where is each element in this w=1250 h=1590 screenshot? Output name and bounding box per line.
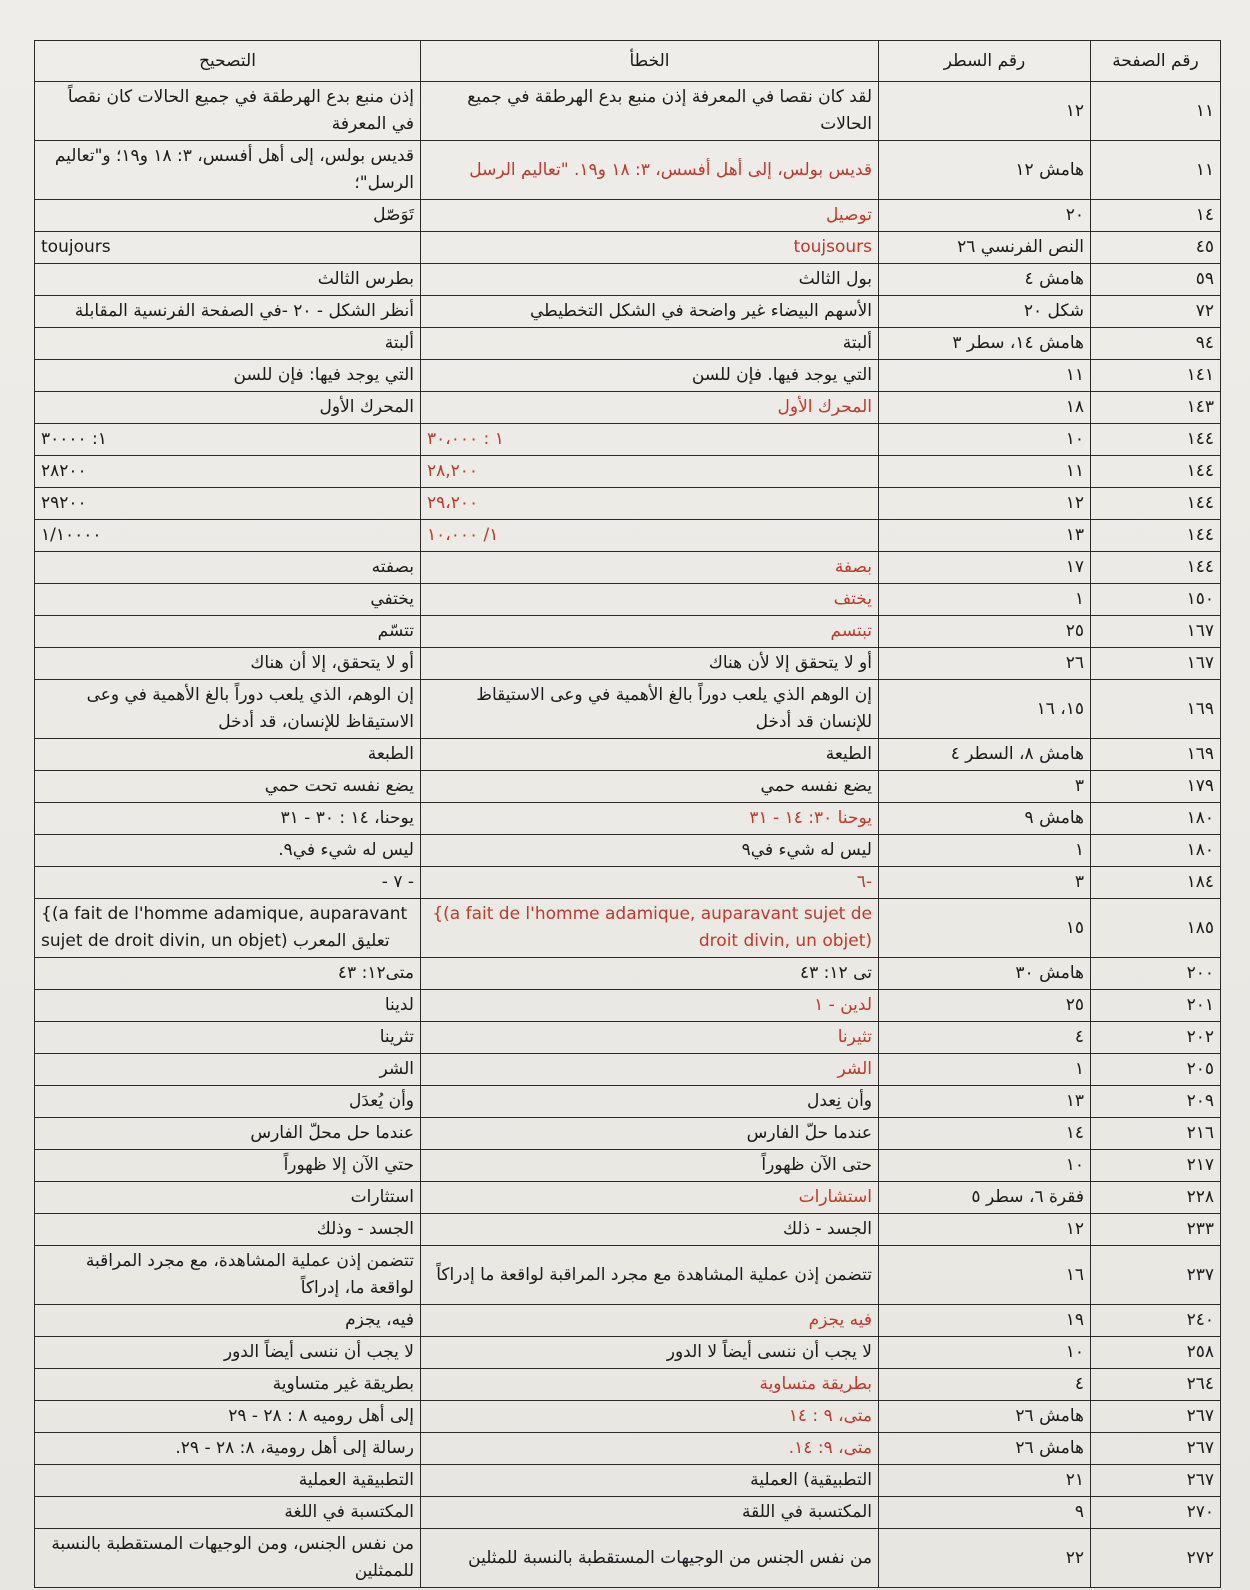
error-cell: المحرك الأول <box>421 392 879 424</box>
line-number-cell: ١١ <box>879 456 1091 488</box>
table-row <box>35 1369 1221 1401</box>
correction-cell: ١/١٠٠٠٠ <box>35 520 421 552</box>
line-number-cell: النص الفرنسي ٢٦ <box>879 232 1091 264</box>
correction-cell: تتسّم <box>35 616 421 648</box>
table-row <box>35 1433 1221 1465</box>
table-row <box>35 232 1221 264</box>
error-cell: حتى الآن ظهوراً <box>421 1150 879 1182</box>
correction-cell: لدينا <box>35 990 421 1022</box>
error-cell: ألبتة <box>421 328 879 360</box>
table-row <box>35 867 1221 899</box>
page-number-cell: ٢٧٢ <box>1091 1529 1221 1588</box>
error-cell: تى ١٢: ٤٣ <box>421 958 879 990</box>
header-correction: التصحيح <box>35 41 421 82</box>
page-number-cell: ٢٦٤ <box>1091 1369 1221 1401</box>
table-row <box>35 1214 1221 1246</box>
table-row <box>35 1182 1221 1214</box>
correction-cell: تتضمن إذن عملية المشاهدة، مع مجرد المراقبة لواقعة ما، إدراكاً <box>35 1246 421 1305</box>
error-cell: بطريقة متساوية <box>421 1369 879 1401</box>
page-number-cell: ٢٦٧ <box>1091 1401 1221 1433</box>
page-number-cell: ٢٥٨ <box>1091 1337 1221 1369</box>
table-row <box>35 835 1221 867</box>
page-number-cell: ٥٩ <box>1091 264 1221 296</box>
page-number-cell: ١٨٤ <box>1091 867 1221 899</box>
correction-cell: من نفس الجنس، ومن الوجيهات المستقطبة بالنسبة للممثلين <box>35 1529 421 1588</box>
line-number-cell: ١٠ <box>879 1150 1091 1182</box>
page-number-cell: ٢٠١ <box>1091 990 1221 1022</box>
correction-cell: الجسد - وذلك <box>35 1214 421 1246</box>
line-number-cell: ١٤ <box>879 1118 1091 1150</box>
line-number-cell: ٢٢ <box>879 1529 1091 1588</box>
line-number-cell: هامش ٨، السطر ٤ <box>879 739 1091 771</box>
line-number-cell: هامش ٣٠ <box>879 958 1091 990</box>
table-row <box>35 1246 1221 1305</box>
line-number-cell: ٩ <box>879 1497 1091 1529</box>
error-cell: التي يوجد فيها. فإن للسن <box>421 360 879 392</box>
table-row <box>35 739 1221 771</box>
correction-cell: ٢٨٢٠٠ <box>35 456 421 488</box>
page-number-cell: ١٨٠ <box>1091 835 1221 867</box>
correction-cell: يختفي <box>35 584 421 616</box>
correction-cell: قديس بولس، إلى أهل أفسس، ٣: ١٨ و١٩؛ و"تعاليم الرسل"؛ <box>35 141 421 200</box>
correction-cell: التطبيقية العملية <box>35 1465 421 1497</box>
error-cell: لدين - ١ <box>421 990 879 1022</box>
line-number-cell: هامش ١٢ <box>879 141 1091 200</box>
table-row <box>35 552 1221 584</box>
error-cell: لقد كان نقصا في المعرفة إذن منبع بدع الهرطقة في جميع الحالات <box>421 82 879 141</box>
table-row <box>35 520 1221 552</box>
table-row <box>35 1118 1221 1150</box>
correction-cell: toujours <box>35 232 421 264</box>
table-row <box>35 803 1221 835</box>
page-number-cell: ١٤٤ <box>1091 520 1221 552</box>
line-number-cell: هامش ٢٦ <box>879 1401 1091 1433</box>
page-number-cell: ٢٠٠ <box>1091 958 1221 990</box>
line-number-cell: هامش ٢٦ <box>879 1433 1091 1465</box>
table-row <box>35 1054 1221 1086</box>
page-number-cell: ١١ <box>1091 141 1221 200</box>
page-number-cell: ٢١٧ <box>1091 1150 1221 1182</box>
page-number-cell: ١٤٤ <box>1091 456 1221 488</box>
error-cell: ٢٩،٢٠٠ <box>421 488 879 520</box>
error-cell: يضع نفسه حمي <box>421 771 879 803</box>
line-number-cell: ١٢ <box>879 488 1091 520</box>
table-row <box>35 1465 1221 1497</box>
correction-cell: {(a fait de l'homme adamique, auparavant sujet de droit divin, un objet) تعليق المعرب <box>35 899 421 958</box>
line-number-cell: ١ <box>879 584 1091 616</box>
line-number-cell: ٢٠ <box>879 200 1091 232</box>
correction-cell: بصفته <box>35 552 421 584</box>
table-row <box>35 200 1221 232</box>
page-number-cell: ٢١٦ <box>1091 1118 1221 1150</box>
correction-cell: الطبعة <box>35 739 421 771</box>
line-number-cell: ٢٥ <box>879 616 1091 648</box>
correction-cell: عندما حل محلّ الفارس <box>35 1118 421 1150</box>
error-cell: الأسهم البيضاء غير واضحة في الشكل التخطيطي <box>421 296 879 328</box>
correction-cell: وأن يُعدَل <box>35 1086 421 1118</box>
correction-cell: يوحنا، ١٤ : ٣٠ - ٣١ <box>35 803 421 835</box>
table-row <box>35 1497 1221 1529</box>
error-cell: لا يجب أن ننسى أيضاً لا الدور <box>421 1337 879 1369</box>
line-number-cell: ٢١ <box>879 1465 1091 1497</box>
page-number-cell: ١٤٤ <box>1091 424 1221 456</box>
table-row <box>35 1086 1221 1118</box>
header-page-number: رقم الصفحة <box>1091 41 1221 82</box>
line-number-cell: ٢٦ <box>879 648 1091 680</box>
correction-cell: بطرس الثالث <box>35 264 421 296</box>
correction-cell: المحرك الأول <box>35 392 421 424</box>
page-number-cell: ١١ <box>1091 82 1221 141</box>
table-row <box>35 488 1221 520</box>
page-number-cell: ٢٦٧ <box>1091 1433 1221 1465</box>
page-number-cell: ٢٦٧ <box>1091 1465 1221 1497</box>
error-cell: يوحنا ٣٠: ١٤ - ٣١ <box>421 803 879 835</box>
errata-table <box>34 40 1221 1588</box>
line-number-cell: ١٨ <box>879 392 1091 424</box>
error-cell: ٢٨,٢٠٠ <box>421 456 879 488</box>
page-number-cell: ٢٣٧ <box>1091 1246 1221 1305</box>
line-number-cell: ١٥، ١٦ <box>879 680 1091 739</box>
page-number-cell: ١٦٩ <box>1091 680 1221 739</box>
line-number-cell: ١٩ <box>879 1305 1091 1337</box>
page-number-cell: ١٦٧ <box>1091 648 1221 680</box>
line-number-cell: شكل ٢٠ <box>879 296 1091 328</box>
table-row <box>35 1529 1221 1588</box>
page-number-cell: ١٨٠ <box>1091 803 1221 835</box>
page-number-cell: ١٤١ <box>1091 360 1221 392</box>
correction-cell: استثارات <box>35 1182 421 1214</box>
correction-cell: التي يوجد فيها: فإن للسن <box>35 360 421 392</box>
line-number-cell: هامش ٩ <box>879 803 1091 835</box>
table-row <box>35 1022 1221 1054</box>
table-row <box>35 1401 1221 1433</box>
line-number-cell: ١٦ <box>879 1246 1091 1305</box>
error-cell: تبتسم <box>421 616 879 648</box>
page-number-cell: ٩٤ <box>1091 328 1221 360</box>
line-number-cell: ١١ <box>879 360 1091 392</box>
table-row <box>35 584 1221 616</box>
page-number-cell: ٢٠٩ <box>1091 1086 1221 1118</box>
line-number-cell: ١٥ <box>879 899 1091 958</box>
page-number-cell: ١٦٩ <box>1091 739 1221 771</box>
line-number-cell: ١٢ <box>879 82 1091 141</box>
error-cell: ليس له شيء في٩ <box>421 835 879 867</box>
table-row <box>35 680 1221 739</box>
page-number-cell: ١٦٧ <box>1091 616 1221 648</box>
page-number-cell: ٢٤٠ <box>1091 1305 1221 1337</box>
table-row <box>35 264 1221 296</box>
correction-cell: أنظر الشكل - ٢٠ -في الصفحة الفرنسية المقابلة <box>35 296 421 328</box>
table-row <box>35 296 1221 328</box>
error-cell: التطبيقية) العملية <box>421 1465 879 1497</box>
line-number-cell: ١ <box>879 1054 1091 1086</box>
error-cell: إن الوهم الذي يلعب دوراً بالغ الأهمية في وعى الاستيقاظ للإنسان قد أدخل <box>421 680 879 739</box>
page-number-cell: ١٨٥ <box>1091 899 1221 958</box>
correction-cell: إن الوهم، الذي يلعب دوراً بالغ الأهمية في وعى الاستيقاظ للإنسان، قد أدخل <box>35 680 421 739</box>
correction-cell: ٢٩٢٠٠ <box>35 488 421 520</box>
correction-cell: تثرينا <box>35 1022 421 1054</box>
line-number-cell: ٤ <box>879 1369 1091 1401</box>
correction-cell: ليس له شيء في٩. <box>35 835 421 867</box>
error-cell: ١/ ١٠،٠٠٠ <box>421 520 879 552</box>
correction-cell: لا يجب أن ننسى أيضاً الدور <box>35 1337 421 1369</box>
correction-cell: المكتسبة في اللغة <box>35 1497 421 1529</box>
page-number-cell: ١٤٤ <box>1091 488 1221 520</box>
correction-cell: رسالة إلى أهل رومية، ٨: ٢٨ - ٢٩. <box>35 1433 421 1465</box>
error-cell: استشارات <box>421 1182 879 1214</box>
page-number-cell: ٢٢٨ <box>1091 1182 1221 1214</box>
error-cell: تثيرنا <box>421 1022 879 1054</box>
line-number-cell: ١٠ <box>879 424 1091 456</box>
line-number-cell: ١٧ <box>879 552 1091 584</box>
error-cell: الشر <box>421 1054 879 1086</box>
table-row <box>35 1150 1221 1182</box>
line-number-cell: ٢٥ <box>879 990 1091 1022</box>
error-cell: متى، ٩: ١٤. <box>421 1433 879 1465</box>
page-number-cell: ١٤ <box>1091 200 1221 232</box>
table-row <box>35 328 1221 360</box>
page-number-cell: ٢٣٣ <box>1091 1214 1221 1246</box>
error-cell: المكتسبة في اللقة <box>421 1497 879 1529</box>
page-number-cell: ٢٠٢ <box>1091 1022 1221 1054</box>
table-row <box>35 1337 1221 1369</box>
error-cell: {(a fait de l'homme adamique, auparavant sujet de droit divin, un objet) <box>421 899 879 958</box>
page-number-cell: ١٤٣ <box>1091 392 1221 424</box>
error-cell: تتضمن إذن عملية المشاهدة مع مجرد المراقبة لواقعة ما إدراكاً <box>421 1246 879 1305</box>
correction-cell: متى١٢: ٤٣ <box>35 958 421 990</box>
table-row <box>35 392 1221 424</box>
error-cell: وأن نِعدل <box>421 1086 879 1118</box>
error-cell: الجسد - ذلك <box>421 1214 879 1246</box>
error-cell: -٦ <box>421 867 879 899</box>
error-cell: عندما حلّ الفارس <box>421 1118 879 1150</box>
error-cell: متى، ٩ : ١٤ <box>421 1401 879 1433</box>
table-row <box>35 899 1221 958</box>
correction-cell: إلى أهل روميه ٨ : ٢٨ - ٢٩ <box>35 1401 421 1433</box>
correction-cell: الشر <box>35 1054 421 1086</box>
correction-cell: يضع نفسه تحت حمي <box>35 771 421 803</box>
error-cell: بصفة <box>421 552 879 584</box>
header-row <box>35 41 1221 82</box>
error-cell: toujsours <box>421 232 879 264</box>
line-number-cell: ٤ <box>879 1022 1091 1054</box>
error-cell: ١ : ٣٠،٠٠٠ <box>421 424 879 456</box>
table-row <box>35 360 1221 392</box>
line-number-cell: ١٠ <box>879 1337 1091 1369</box>
correction-cell: ألبتة <box>35 328 421 360</box>
correction-cell: تَوَصّل <box>35 200 421 232</box>
table-row <box>35 648 1221 680</box>
table-row <box>35 958 1221 990</box>
correction-cell: فيه، يجزم <box>35 1305 421 1337</box>
page-number-cell: ٧٢ <box>1091 296 1221 328</box>
errata-rows <box>35 82 1221 1588</box>
page-number-cell: ٤٥ <box>1091 232 1221 264</box>
error-cell: من نفس الجنس من الوجيهات المستقطبة بالنسبة للمثلين <box>421 1529 879 1588</box>
line-number-cell: ١٣ <box>879 520 1091 552</box>
line-number-cell: فقرة ٦، سطر ٥ <box>879 1182 1091 1214</box>
error-cell: يختف <box>421 584 879 616</box>
page-number-cell: ٢٧٠ <box>1091 1497 1221 1529</box>
line-number-cell: ١٢ <box>879 1214 1091 1246</box>
line-number-cell: ٣ <box>879 771 1091 803</box>
error-cell: قديس بولس، إلى أهل أفسس، ٣: ١٨ و١٩. "تعاليم الرسل <box>421 141 879 200</box>
page-number-cell: ١٥٠ <box>1091 584 1221 616</box>
correction-cell: أو لا يتحقق، إلا أن هناك <box>35 648 421 680</box>
correction-cell: حتي الآن إلا ظهوراً <box>35 1150 421 1182</box>
table-row <box>35 1305 1221 1337</box>
table-row <box>35 456 1221 488</box>
error-cell: الطيعة <box>421 739 879 771</box>
line-number-cell: هامش ٤ <box>879 264 1091 296</box>
header-line-number: رقم السطر <box>879 41 1091 82</box>
page-number-cell: ١٤٤ <box>1091 552 1221 584</box>
error-cell: أو لا يتحقق إلا لأن هناك <box>421 648 879 680</box>
table-row <box>35 990 1221 1022</box>
header-error: الخطأ <box>421 41 879 82</box>
line-number-cell: ٣ <box>879 867 1091 899</box>
table-row <box>35 141 1221 200</box>
correction-cell: ١: ٣٠٠٠٠ <box>35 424 421 456</box>
table-row <box>35 616 1221 648</box>
page-number-cell: ٢٠٥ <box>1091 1054 1221 1086</box>
line-number-cell: ١ <box>879 835 1091 867</box>
table-row <box>35 424 1221 456</box>
page-number-cell: ١٧٩ <box>1091 771 1221 803</box>
correction-cell: - ٧ - <box>35 867 421 899</box>
correction-cell: إذن منبع بدع الهرطقة في جميع الحالات كان نقصاً في المعرفة <box>35 82 421 141</box>
line-number-cell: هامش ١٤، سطر ٣ <box>879 328 1091 360</box>
error-cell: فيه يجزم <box>421 1305 879 1337</box>
error-cell: بول الثالث <box>421 264 879 296</box>
correction-cell: بطريقة غير متساوية <box>35 1369 421 1401</box>
error-cell: توصيل <box>421 200 879 232</box>
line-number-cell: ١٣ <box>879 1086 1091 1118</box>
table-row <box>35 771 1221 803</box>
table-row <box>35 82 1221 141</box>
